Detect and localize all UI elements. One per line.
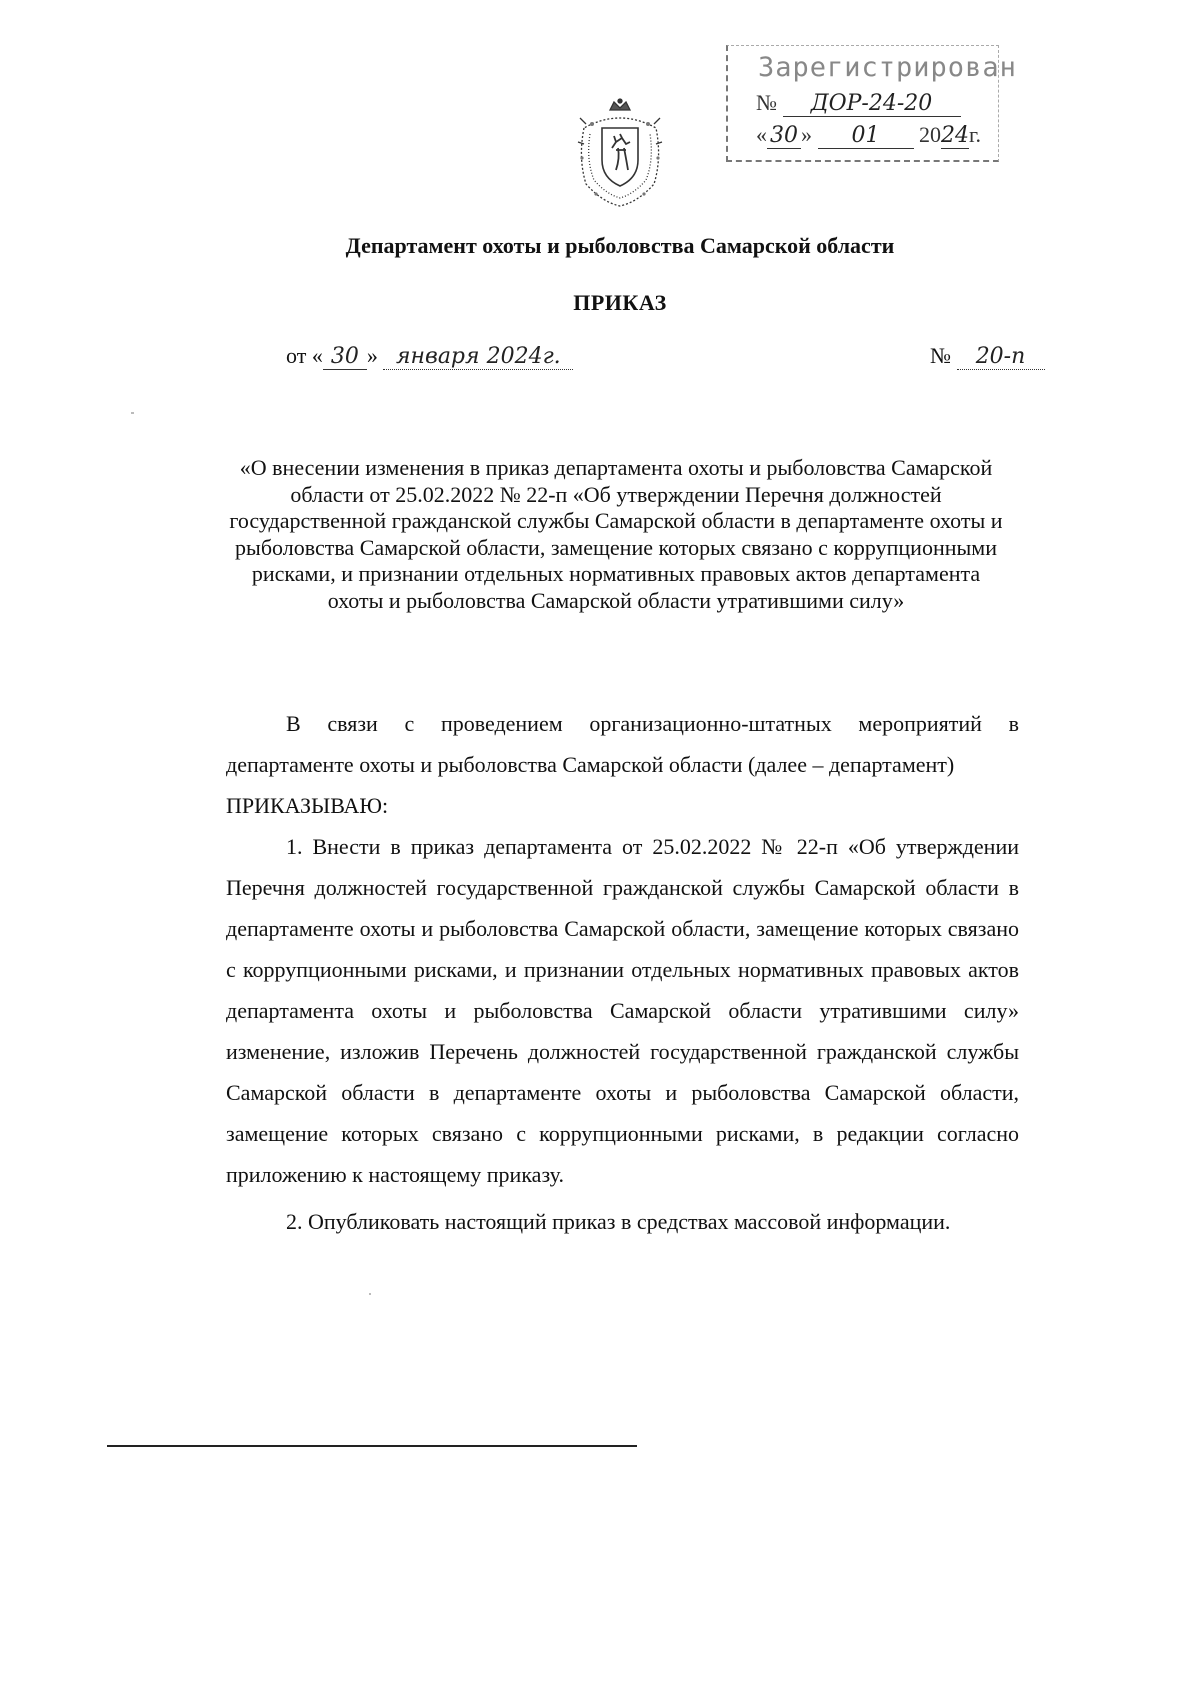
stamp-date-row: [756, 122, 981, 149]
stamp-title: Зарегистрирован: [758, 52, 1017, 83]
department-name: Департамент охоты и рыболовства Самарской области: [345, 233, 895, 258]
stamp-day: 30: [767, 123, 801, 149]
number-prefix: №: [930, 343, 951, 368]
order-word: ПРИКАЗЫВАЮ:: [226, 793, 389, 818]
stamp-year-prefix: 20: [919, 122, 941, 147]
stamp-reg-number: ДОР-24-20: [783, 91, 961, 117]
stamp-year-mark: г.: [969, 122, 982, 147]
footer-separator-line: [107, 1445, 637, 1447]
order-number-line: [930, 343, 1045, 370]
date-mid: »: [366, 343, 378, 368]
date-day: 30: [323, 344, 367, 370]
scan-speck: [131, 412, 134, 414]
stamp-no-prefix: №: [756, 90, 777, 115]
stamp-number-row: [756, 90, 961, 117]
order-date-line: [286, 343, 573, 370]
stamp-month: 01: [818, 123, 914, 149]
date-prefix: от «: [286, 343, 323, 368]
registration-stamp: [726, 45, 1017, 162]
order-number: 20-п: [957, 344, 1045, 370]
preamble-paragraph: В связи с проведением организационно-штатных мероприятий в департаменте охоты и рыболовства Самарской области (далее – департамент): [226, 711, 1019, 777]
scan-speck: [369, 1293, 371, 1295]
document-type-title: ПРИКАЗ: [573, 290, 667, 315]
coat-of-arms-emblem: [572, 98, 668, 208]
point-2-paragraph: 2. Опубликовать настоящий приказ в средствах массовой информации.: [286, 1209, 951, 1234]
stamp-year-suffix: 24: [941, 123, 969, 148]
stamp-open-quote: «: [756, 122, 767, 147]
order-subject: «О внесении изменения в приказ департамента охоты и рыболовства Самарской области от 25.02.2022 № 22-п «Об утверждении Перечня должностей государственной гражданской службы Самарской области в департаменте охоты и рыболовства Самарской области, замещение которых связано с коррупционными рисками, и признании отдельных нормативных правовых актов департамента охоты и рыболовства Самарской области утратившими силу»: [229, 455, 1003, 613]
date-text: января 2024г.: [383, 344, 573, 370]
order-body: [226, 703, 1019, 1242]
stamp-close-quote: »: [801, 122, 812, 147]
point-1-paragraph: 1. Внести в приказ департамента от 25.02.2022 № 22-п «Об утверждении Перечня должностей государственной гражданской службы Самарской области в департаменте охоты и рыболовства Самарской области, замещение которых связано с коррупционными рисками, и признании отдельных нормативных правовых актов департамента охоты и рыболовства Самарской области утратившими силу» изменение, изложив Перечень должностей государственной гражданской службы Самарской области в департаменте охоты и рыболовства Самарской области, замещение которых связано с коррупционными рисками, в редакции согласно приложению к настоящему приказу.: [226, 834, 1019, 1187]
